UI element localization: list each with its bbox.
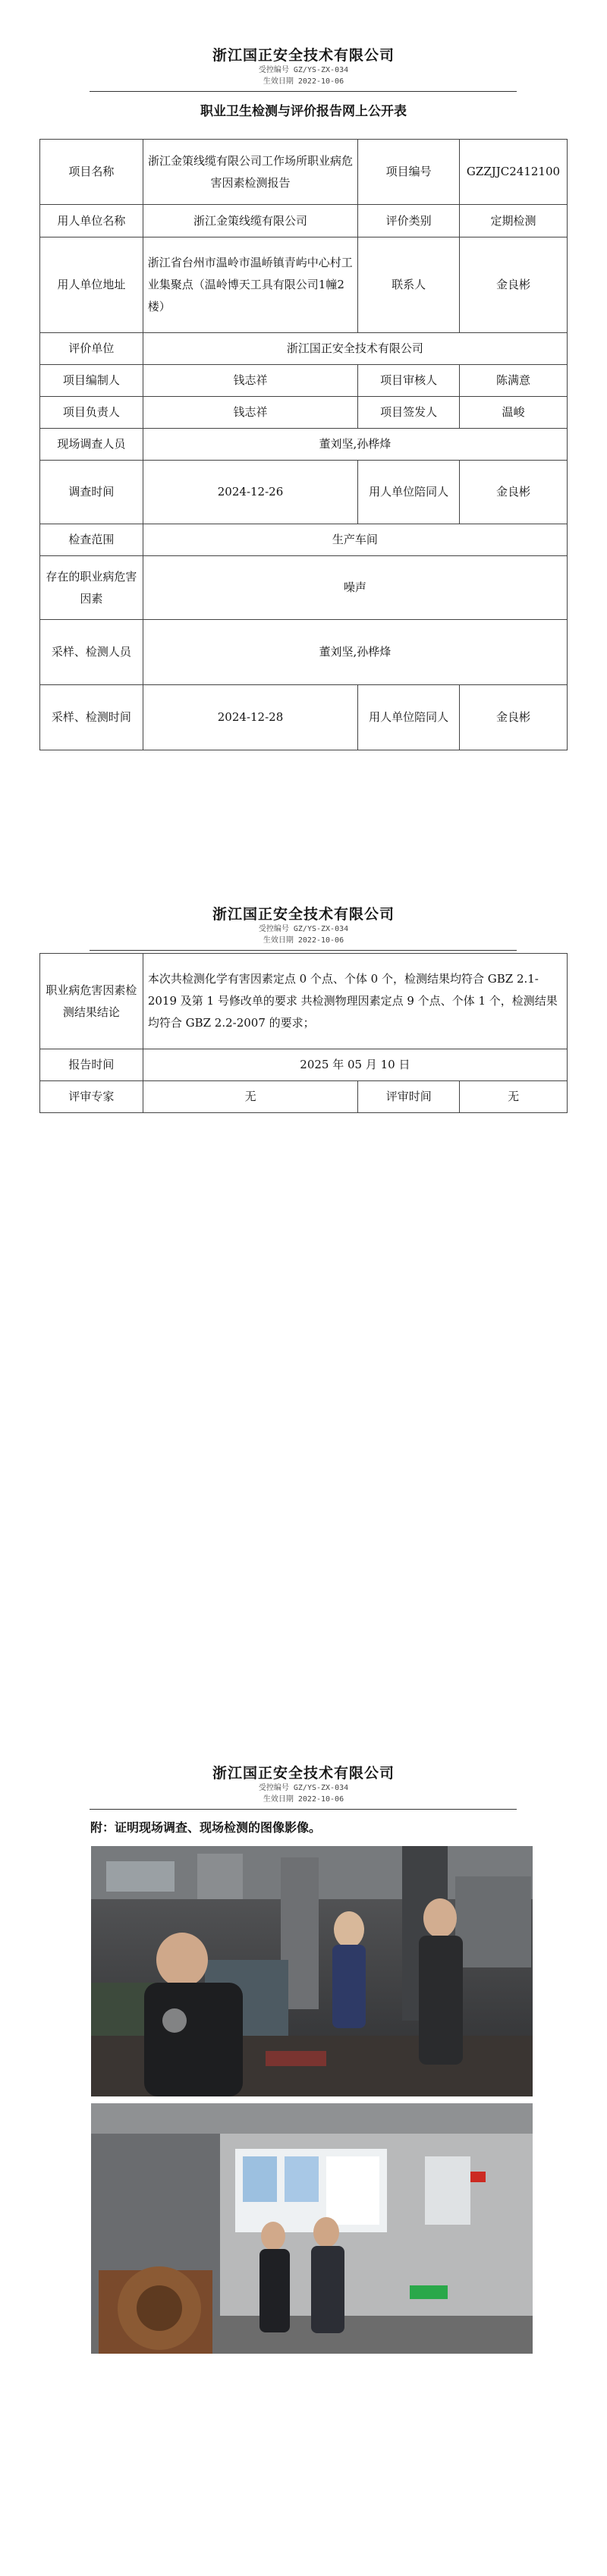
header-divider-page2	[90, 950, 517, 951]
value-employer-address: 浙江省台州市温岭市温峤镇青屿中心村工业集聚点（温岭博天工具有限公司1幢2楼）	[143, 237, 357, 333]
value-survey-time: 2024-12-26	[143, 461, 357, 524]
conclusion-table	[39, 953, 568, 1113]
effective-date-page2: 生效日期 2022-10-06	[263, 936, 344, 945]
label-expert: 评审专家	[40, 1081, 143, 1113]
label-conclusion: 职业病危害因素检测结果结论	[40, 954, 143, 1049]
label-leader: 项目负责人	[40, 397, 143, 429]
label-sampling-companion: 用人单位陪同人	[358, 685, 460, 750]
label-investigators: 现场调查人员	[40, 429, 143, 461]
effective-date: 生效日期 2022-10-06	[263, 77, 344, 86]
value-eval-unit: 浙江国正安全技术有限公司	[143, 333, 567, 365]
value-investigators: 董刘坚,孙桦烽	[143, 429, 567, 461]
value-employer-name: 浙江金策线缆有限公司	[143, 205, 357, 237]
value-samplers: 董刘坚,孙桦烽	[143, 620, 567, 685]
label-survey-time: 调查时间	[40, 461, 143, 524]
value-compiler: 钱志祥	[143, 365, 357, 397]
label-hazards: 存在的职业病危害因素	[40, 556, 143, 620]
effective-date-page3: 生效日期 2022-10-06	[263, 1795, 344, 1804]
control-number: 受控编号 GZ/YS-ZX-034	[258, 66, 349, 74]
label-sampling-time: 采样、检测时间	[40, 685, 143, 750]
value-conclusion: 本次共检测化学有害因素定点 0 个点、个体 0 个，检测结果均符合 GBZ 2.1-2019 及第 1 号修改单的要求 共检测物理因素定点 9 个点、个体 1 个，检测结果均符合 GBZ 2.2-2007 的要求；	[143, 954, 567, 1049]
label-compiler: 项目编制人	[40, 365, 143, 397]
label-project-name: 项目名称	[40, 140, 143, 205]
value-project-no: GZZJJC2412100	[460, 140, 568, 205]
label-review-time: 评审时间	[358, 1081, 460, 1113]
site-survey-photo	[91, 1846, 533, 2096]
control-number-page2: 受控编号 GZ/YS-ZX-034	[258, 925, 349, 933]
value-project-name: 浙江金策线缆有限公司工作场所职业病危害因素检测报告	[143, 140, 357, 205]
label-issuer: 项目签发人	[358, 397, 460, 429]
header-divider-page3	[90, 1809, 517, 1810]
label-employer-address: 用人单位地址	[40, 237, 143, 333]
value-leader: 钱志祥	[143, 397, 357, 429]
appendix-title: 附：证明现场调查、现场检测的图像影像。	[90, 1820, 322, 1835]
disclosure-table	[39, 139, 568, 750]
header-divider	[90, 91, 517, 92]
value-hazards: 噪声	[143, 556, 567, 620]
site-inspection-photo	[91, 2103, 533, 2354]
label-report-time: 报告时间	[40, 1049, 143, 1081]
company-name-page2: 浙江国正安全技术有限公司	[212, 906, 395, 923]
label-samplers: 采样、检测人员	[40, 620, 143, 685]
value-report-time: 2025 年 05 月 10 日	[143, 1049, 567, 1081]
label-contact: 联系人	[358, 237, 460, 333]
value-sampling-time: 2024-12-28	[143, 685, 357, 750]
value-survey-companion: 金良彬	[460, 461, 568, 524]
label-project-no: 项目编号	[358, 140, 460, 205]
label-survey-companion: 用人单位陪同人	[358, 461, 460, 524]
label-eval-type: 评价类别	[358, 205, 460, 237]
value-reviewer: 陈满意	[460, 365, 568, 397]
page-title: 职业卫生检测与评价报告网上公开表	[200, 104, 407, 119]
value-issuer: 温峻	[460, 397, 568, 429]
company-name-page3: 浙江国正安全技术有限公司	[212, 1765, 395, 1782]
label-scope: 检查范围	[40, 524, 143, 556]
label-employer-name: 用人单位名称	[40, 205, 143, 237]
value-sampling-companion: 金良彬	[460, 685, 568, 750]
control-number-page3: 受控编号 GZ/YS-ZX-034	[258, 1784, 349, 1792]
value-expert: 无	[143, 1081, 358, 1113]
company-name: 浙江国正安全技术有限公司	[212, 47, 395, 64]
value-eval-type: 定期检测	[460, 205, 568, 237]
label-eval-unit: 评价单位	[40, 333, 143, 365]
value-contact: 金良彬	[460, 237, 568, 333]
value-review-time: 无	[460, 1081, 568, 1113]
label-reviewer: 项目审核人	[358, 365, 460, 397]
value-scope: 生产车间	[143, 524, 567, 556]
